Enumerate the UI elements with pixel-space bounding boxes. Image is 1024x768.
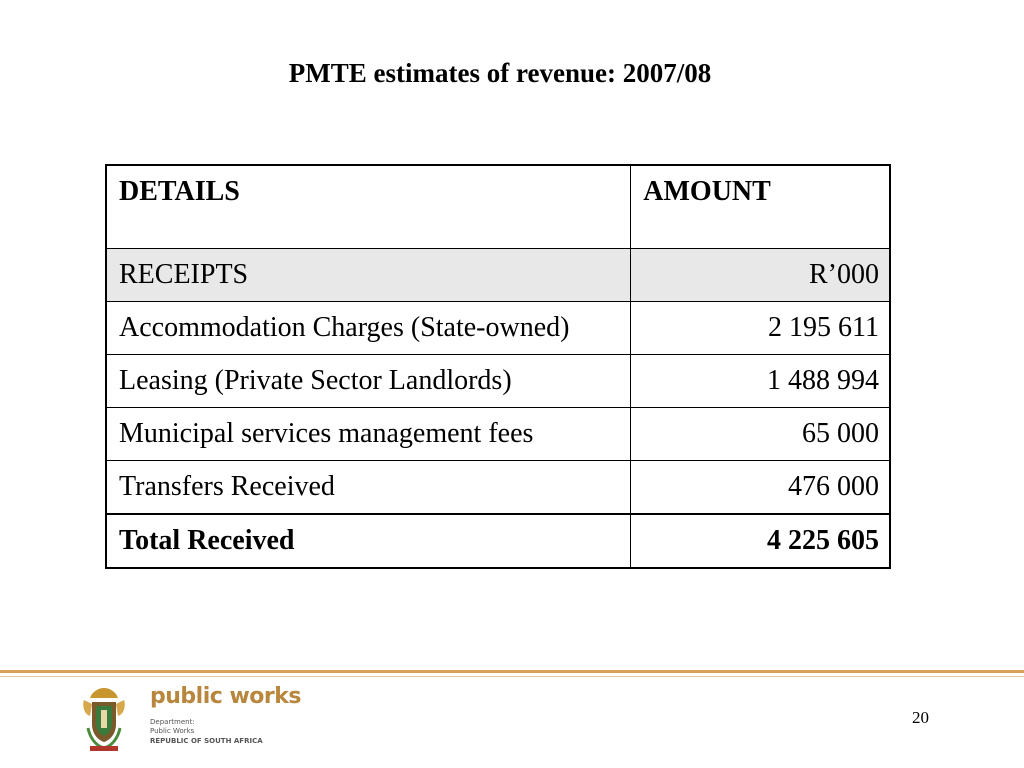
row-details: RECEIPTS xyxy=(106,249,631,302)
footer-divider-thin xyxy=(0,676,1024,677)
coat-of-arms-icon xyxy=(78,684,130,754)
logo-line-public-works: Public Works xyxy=(150,727,195,735)
logo-line-country: REPUBLIC OF SOUTH AFRICA xyxy=(150,737,263,745)
row-amount: 476 000 xyxy=(631,461,890,515)
brand-name: public works xyxy=(150,684,301,709)
header-amount: AMOUNT xyxy=(631,165,890,249)
logo-line-department: Department: xyxy=(150,718,195,726)
header-details: DETAILS xyxy=(106,165,631,249)
revenue-table xyxy=(105,164,891,569)
row-details: Transfers Received xyxy=(106,461,631,515)
row-amount: 65 000 xyxy=(631,408,890,461)
table-row xyxy=(106,355,890,408)
table-row xyxy=(106,302,890,355)
table-row xyxy=(106,408,890,461)
total-amount: 4 225 605 xyxy=(631,514,890,568)
public-works-logo xyxy=(78,684,301,756)
table-row xyxy=(106,461,890,515)
total-label: Total Received xyxy=(106,514,631,568)
table-row xyxy=(106,249,890,302)
row-details: Accommodation Charges (State-owned) xyxy=(106,302,631,355)
slide-title: PMTE estimates of revenue: 2007/08 xyxy=(288,58,712,88)
total-row xyxy=(106,514,890,568)
table-header-row xyxy=(106,165,890,249)
row-amount: 2 195 611 xyxy=(631,302,890,355)
footer-divider xyxy=(0,670,1024,673)
row-amount: 1 488 994 xyxy=(631,355,890,408)
page-number: 20 xyxy=(912,708,929,727)
row-amount: R’000 xyxy=(631,249,890,302)
row-details: Leasing (Private Sector Landlords) xyxy=(106,355,631,408)
row-details: Municipal services management fees xyxy=(106,408,631,461)
